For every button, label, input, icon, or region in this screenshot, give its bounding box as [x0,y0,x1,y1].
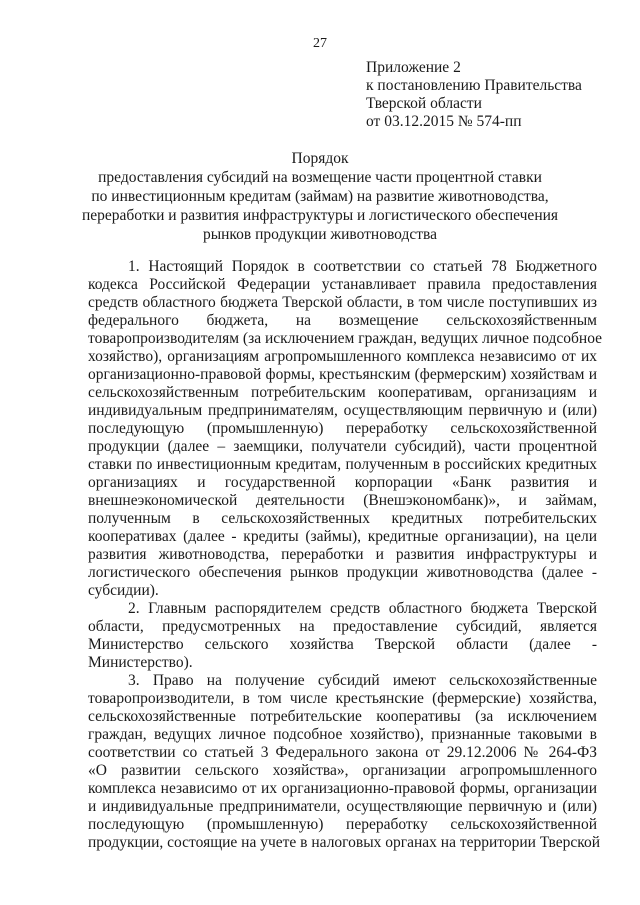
appendix-line: Приложение 2 [366,59,461,76]
text-line: организациях и государственной корпорации «Банк развития и [88,474,597,491]
text-line: Министерство). [88,654,193,671]
text-line: полученным в сельскохозяйственных кредитных потребительских [88,510,597,527]
text-line: средств областного бюджета Тверской области, в том числе поступивших из [88,294,597,311]
title-line: рынков продукции животноводства [202,226,438,243]
text-line: развития животноводства, переработки и развития инфраструктуры и [88,546,597,563]
text-line: граждан, ведущих личное подсобное хозяйство), признанные таковыми в [88,726,597,743]
text-line: комплекса независимо от их организационно-правовой формы, организации [88,780,597,797]
text-line: субсидии). [88,582,159,599]
text-line: индивидуальным предпринимателям, осуществляющим первичную и (или) [88,402,597,419]
title-line: Порядок [291,150,349,167]
text-line: продукции, состоящие на учете в налоговых органах на территории Тверской [88,834,601,851]
text-line: и индивидуальные предприниматели, осуществляющие первичную и (или) [88,798,597,815]
text-line: кодекса Российской Федерации устанавливает правила предоставления [88,276,597,293]
document-title [0,149,640,244]
document-body [88,258,603,852]
text-line: товаропроизводители, в том числе крестьянские (фермерские) хозяйства, [88,690,597,707]
text-line: последующую (промышленную) переработку сельскохозяйственной [88,420,597,437]
text-line: федерального бюджета, на возмещение сельскохозяйственным [88,312,597,329]
text-line: продукции (далее – заемщики, получатели субсидий), части процентной [88,438,597,455]
text-line: кооперативах (далее - кредиты (займы), кредитные организации), на цели [88,528,597,545]
paragraph [88,600,597,672]
appendix-line: от 03.12.2015 № 574-пп [366,113,522,130]
text-line: ставки по инвестиционным кредитам, полученным в российских кредитных [88,456,597,473]
text-line: товаропроизводителям (за исключением граждан, ведущих личное подсобное [88,330,603,347]
text-line: 3. Право на получение субсидий имеют сельскохозяйственные [128,672,597,689]
title-line: предоставления субсидий на возмещение части процентной ставки [98,169,542,186]
page-number: 27 [313,36,327,51]
text-line: соответствии со статьей 3 Федерального закона от 29.12.2006 № 264-ФЗ [88,744,597,761]
text-line: логистического обеспечения рынков продукции животноводства (далее - [88,564,597,581]
title-line: по инвестиционным кредитам (займам) на развитие животноводства, [91,188,549,205]
text-line: 2. Главным распорядителем средств областного бюджета Тверской [128,600,597,617]
text-line: хозяйство), организациям агропромышленного комплекса независимо от их [88,348,597,365]
title-line: переработки и развития инфраструктуры и логистического обеспечения [81,207,559,224]
paragraph [88,258,603,600]
paragraph [88,672,601,852]
appendix-line: к постановлению Правительства [366,77,582,94]
text-line: сельскохозяйственным потребительским кооперативам, организациям и [88,384,597,401]
text-line: Министерство сельского хозяйства Тверской области (далее - [88,636,597,653]
text-line: внешнеэкономической деятельности (Внешэкономбанк)», и займам, [88,492,597,509]
appendix-block [366,59,582,131]
text-line: «О развитии сельского хозяйства», организации агропромышленного [88,762,597,779]
text-line: сельскохозяйственные потребительские кооперативы (за исключением [88,708,597,725]
text-line: области, предусмотренных на предоставление субсидий, является [88,618,597,635]
text-line: последующую (промышленную) переработку сельскохозяйственной [88,816,597,833]
text-line: 1. Настоящий Порядок в соответствии со статьей 78 Бюджетного [128,258,597,275]
appendix-line: Тверской области [366,95,482,112]
text-line: организационно-правовой формы, крестьянским (фермерским) хозяйствам и [88,366,597,383]
